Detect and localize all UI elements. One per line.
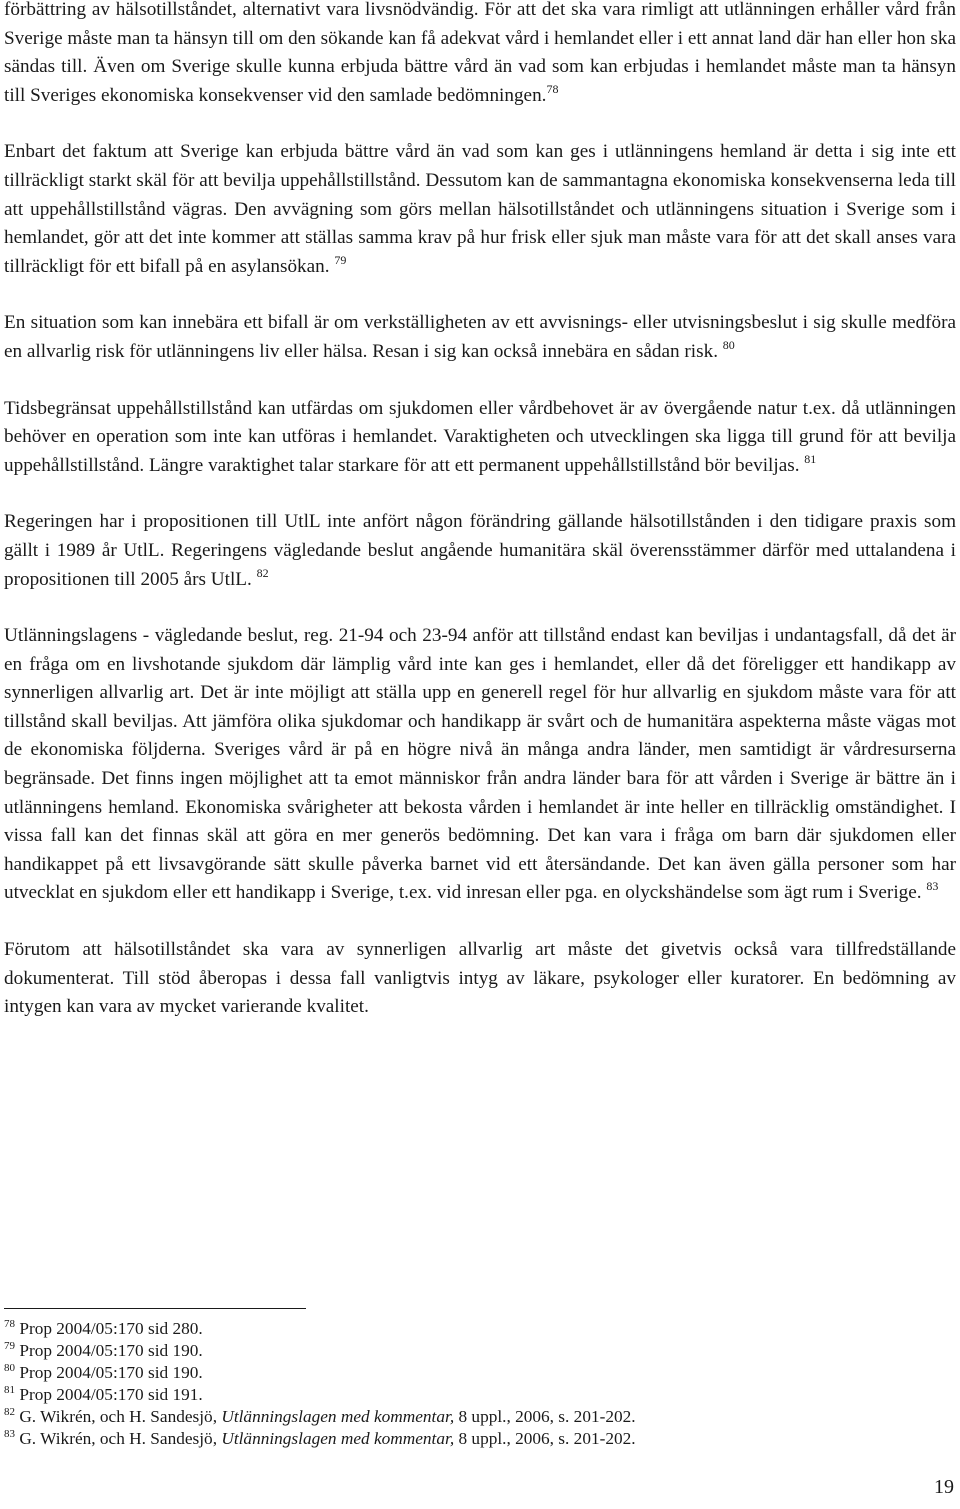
paragraph: Utlänningslagens - vägledande beslut, reg. 21-94 och 23-94 anför att tillstånd endast kan beviljas i undantagsfall, då det är en fråga om en livshotande sjukdom där lämplig vård inte kan ges i hemlandet, eller då det föreligger ett handikapp av synnerligen allvarlig art. Det är inte möjligt att ställa upp en generell regel för hur allvarlig en sjukdom måste vara för att tillstånd skall beviljas. Att jämföra olika sjukdomar och handikapp är svårt och de humanitära aspekterna måste vägas mot de ekonomiska följderna. Sveriges vård är på en högre nivå än många andra länder, men samtidigt är vårdresurserna begränsade. Det finns ingen möjlighet att ta emot människor från andra länder bara för att vården i Sverige är bättre än i utlänningens hemland. Ekonomiska svårigheter att bekosta vården i hemlandet är inte heller en tillräcklig omständighet. I vissa fall kan det finnas skäl att göra en mer generös bedömning. Det kan vara i fråga om barn där sjukdomen eller handikappet på ett livsavgörande sätt skulle påverka barnet vid ett återsändande. Det kan även gälla personer som har utvecklat en sjukdom eller ett handikapp i Sverige, t.ex. vid inresan eller pga. en olyckshändelse som ägt rum i Sverige. $^{83}$ bbox=[4, 625, 956, 904]
footnote: $^{81}$ Prop 2004/05:170 sid 191. bbox=[4, 1384, 203, 1404]
footnote: $^{83}$ G. Wikrén, och H. Sandesjö, Utlänningslagen med kommentar, 8 uppl., 2006, s. 201-202. bbox=[4, 1428, 636, 1448]
document-body bbox=[4, 0, 956, 1022]
footnote-ref[interactable]: 83 bbox=[926, 879, 939, 894]
footnote-ref[interactable]: 78 bbox=[546, 81, 559, 96]
footnote-number: 79 bbox=[4, 1340, 15, 1352]
paragraph: Förutom att hälsotillståndet ska vara av synnerligen allvarlig art måste det givetvis också vara tillfredställande dokumenterat. Till stöd åberopas i dessa fall vanligtvis intyg av läkare, psykologer eller kuratorer. En bedömning av intygen kan vara av mycket varierande kvalitet. bbox=[4, 939, 956, 1018]
paragraph: Enbart det faktum att Sverige kan erbjuda bättre vård än vad som kan ges i utlänningens hemland är detta i sig inte ett tillräckligt starkt skäl för att bevilja uppehållstillstånd. Dessutom kan de sammantagna ekonomiska konsekvenserna leda till att uppehållstillstånd vägras. Den avvägning som görs mellan hälsotillståndet och utlänningens situation i Sverige som i hemlandet, gör att det inte kommer att ställas samma krav på hur frisk eller sjuk man måste vara för att det skall anses vara tillräckligt för ett bifall på en asylansökan. $^{79}$ bbox=[4, 141, 956, 277]
footnote-ref[interactable]: 82 bbox=[256, 565, 269, 580]
footnote: $^{79}$ Prop 2004/05:170 sid 190. bbox=[4, 1340, 203, 1360]
book-title: Utlänningslagen med kommentar, bbox=[221, 1429, 455, 1448]
footnote-number: 78 bbox=[4, 1318, 15, 1330]
paragraph: förbättring av hälsotillståndet, alternativt vara livsnödvändig. För att det ska vara rimligt att utlänningen erhåller vård från Sverige måste man ta hänsyn till om den sökande kan få adekvat vård i hemlandet eller i ett annat land där han eller hon ska sändas till. Även om Sverige skulle kunna erbjuda bättre vård än vad som kan erbjudas i hemlandet måste man ta hänsyn till Sveriges ekonomiska konsekvenser vid den samlade bedömningen.$^{78}$ bbox=[4, 0, 956, 106]
footnote-number: 82 bbox=[4, 1406, 15, 1418]
footnote: $^{80}$ Prop 2004/05:170 sid 190. bbox=[4, 1362, 203, 1382]
footnote-number: 80 bbox=[4, 1362, 15, 1374]
footnote-ref[interactable]: 80 bbox=[722, 337, 735, 352]
footnote: $^{82}$ G. Wikrén, och H. Sandesjö, Utlänningslagen med kommentar, 8 uppl., 2006, s. 201-202. bbox=[4, 1406, 636, 1426]
footnote-ref[interactable]: 79 bbox=[334, 252, 347, 267]
footnote-number: 83 bbox=[4, 1428, 15, 1440]
paragraph: En situation som kan innebära ett bifall är om verkställigheten av ett avvisnings- eller utvisningsbeslut i sig skulle medföra en allvarlig risk för utlänningens liv eller hälsa. Resan i sig kan också innebära en sådan risk. $^{80}$ bbox=[4, 312, 956, 362]
footnote: $^{78}$ Prop 2004/05:170 sid 280. bbox=[4, 1318, 203, 1338]
footnotes bbox=[4, 1318, 944, 1450]
book-title: Utlänningslagen med kommentar, bbox=[221, 1407, 455, 1426]
paragraph: Regeringen har i propositionen till UtlL inte anfört någon förändring gällande hälsotillstånden i den tidigare praxis som gällt i 1989 år UtlL. Regeringens vägledande beslut angående humanitära skäl överensstämmer därför med uttalandena i propositionen till 2005 års UtlL. $^{82}$ bbox=[4, 511, 956, 590]
footnote-ref[interactable]: 81 bbox=[804, 451, 817, 466]
footnote-separator bbox=[4, 1308, 306, 1309]
page-number: 19 bbox=[934, 1476, 954, 1498]
paragraph: Tidsbegränsat uppehållstillstånd kan utfärdas om sjukdomen eller vårdbehovet är av övergående natur t.ex. då utlänningen behöver en operation som inte kan utföras i hemlandet. Varaktigheten och utvecklingen ska ligga till grund för att bevilja uppehållstillstånd. Längre varaktighet talar starkare för att ett permanent uppehållstillstånd bör beviljas. $^{81}$ bbox=[4, 397, 956, 476]
footnote-number: 81 bbox=[4, 1384, 15, 1396]
